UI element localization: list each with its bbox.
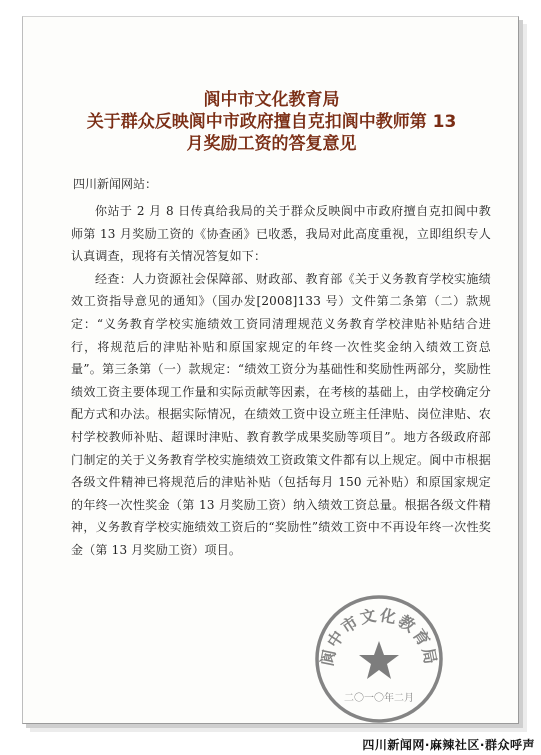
watermark-footer: 四川新闻网·麻辣社区·群众呼声 xyxy=(362,738,535,752)
letter-body xyxy=(71,200,491,562)
title-line-2: 关于群众反映阆中市政府擅自克扣阆中教师第 13 xyxy=(86,112,457,132)
official-seal xyxy=(309,589,449,729)
star-icon xyxy=(359,641,399,679)
seal-date: 二〇一〇年二月 xyxy=(344,693,414,704)
salutation: 四川新闻网站： xyxy=(73,177,158,191)
title-line-1: 阆中市文化教育局 xyxy=(203,90,340,110)
scanned-letter-page xyxy=(22,16,519,724)
paragraph-2: 经查：人力资源社会保障部、财政部、教育部《关于义务教育学校实施绩效工资指导意见的通知》（国办发[2008]133 号）文件第二条第（二）款规定：“义务教育学校实施绩效工资同清理规范义务教育学校津贴补贴结合进行，将规范后的津贴补贴和原国家规定的年终一次性奖金纳入绩效工资总量”。第三条第（一）款规定：“绩效工资分为基础性和奖励性两部分，奖励性绩效工资主要体现工作量和实际贡献等因素，在考核的基础上，由学校确定分配方式和办法。根据实际情况，在绩效工资中设立班主任津贴、岗位津贴、农村学校教师补贴、超课时津贴、教育教学成果奖励等项目”。地方各级政府部门制定的关于义务教育学校实施绩效工资政策文件都有以上规定。阆中市根据各级文件精神已将规范后的津贴补贴（包括每月 150 元补贴）和原国家规定的年终一次性奖金（第 13 月奖励工资）纳入绩效工资总量。根据各级文件精神，义务教育学校实施绩效工资后的“奖励性”绩效工资中不再设年终一次性奖金（第 13 月奖励工资）项目。 xyxy=(71,271,491,557)
seal-text: 阆中市文化教育局 xyxy=(317,605,441,668)
paragraph-1: 你站于 2 月 8 日传真给我局的关于群众反映阆中市政府擅自克扣阆中教师第 13 月奖励工资的《协查函》已收悉，我局对此高度重视，立即组织专人认真调查，现将有关情况答复如下： xyxy=(71,204,491,264)
document-title xyxy=(23,89,520,155)
title-line-3: 月奖励工资的答复意见 xyxy=(186,134,357,154)
